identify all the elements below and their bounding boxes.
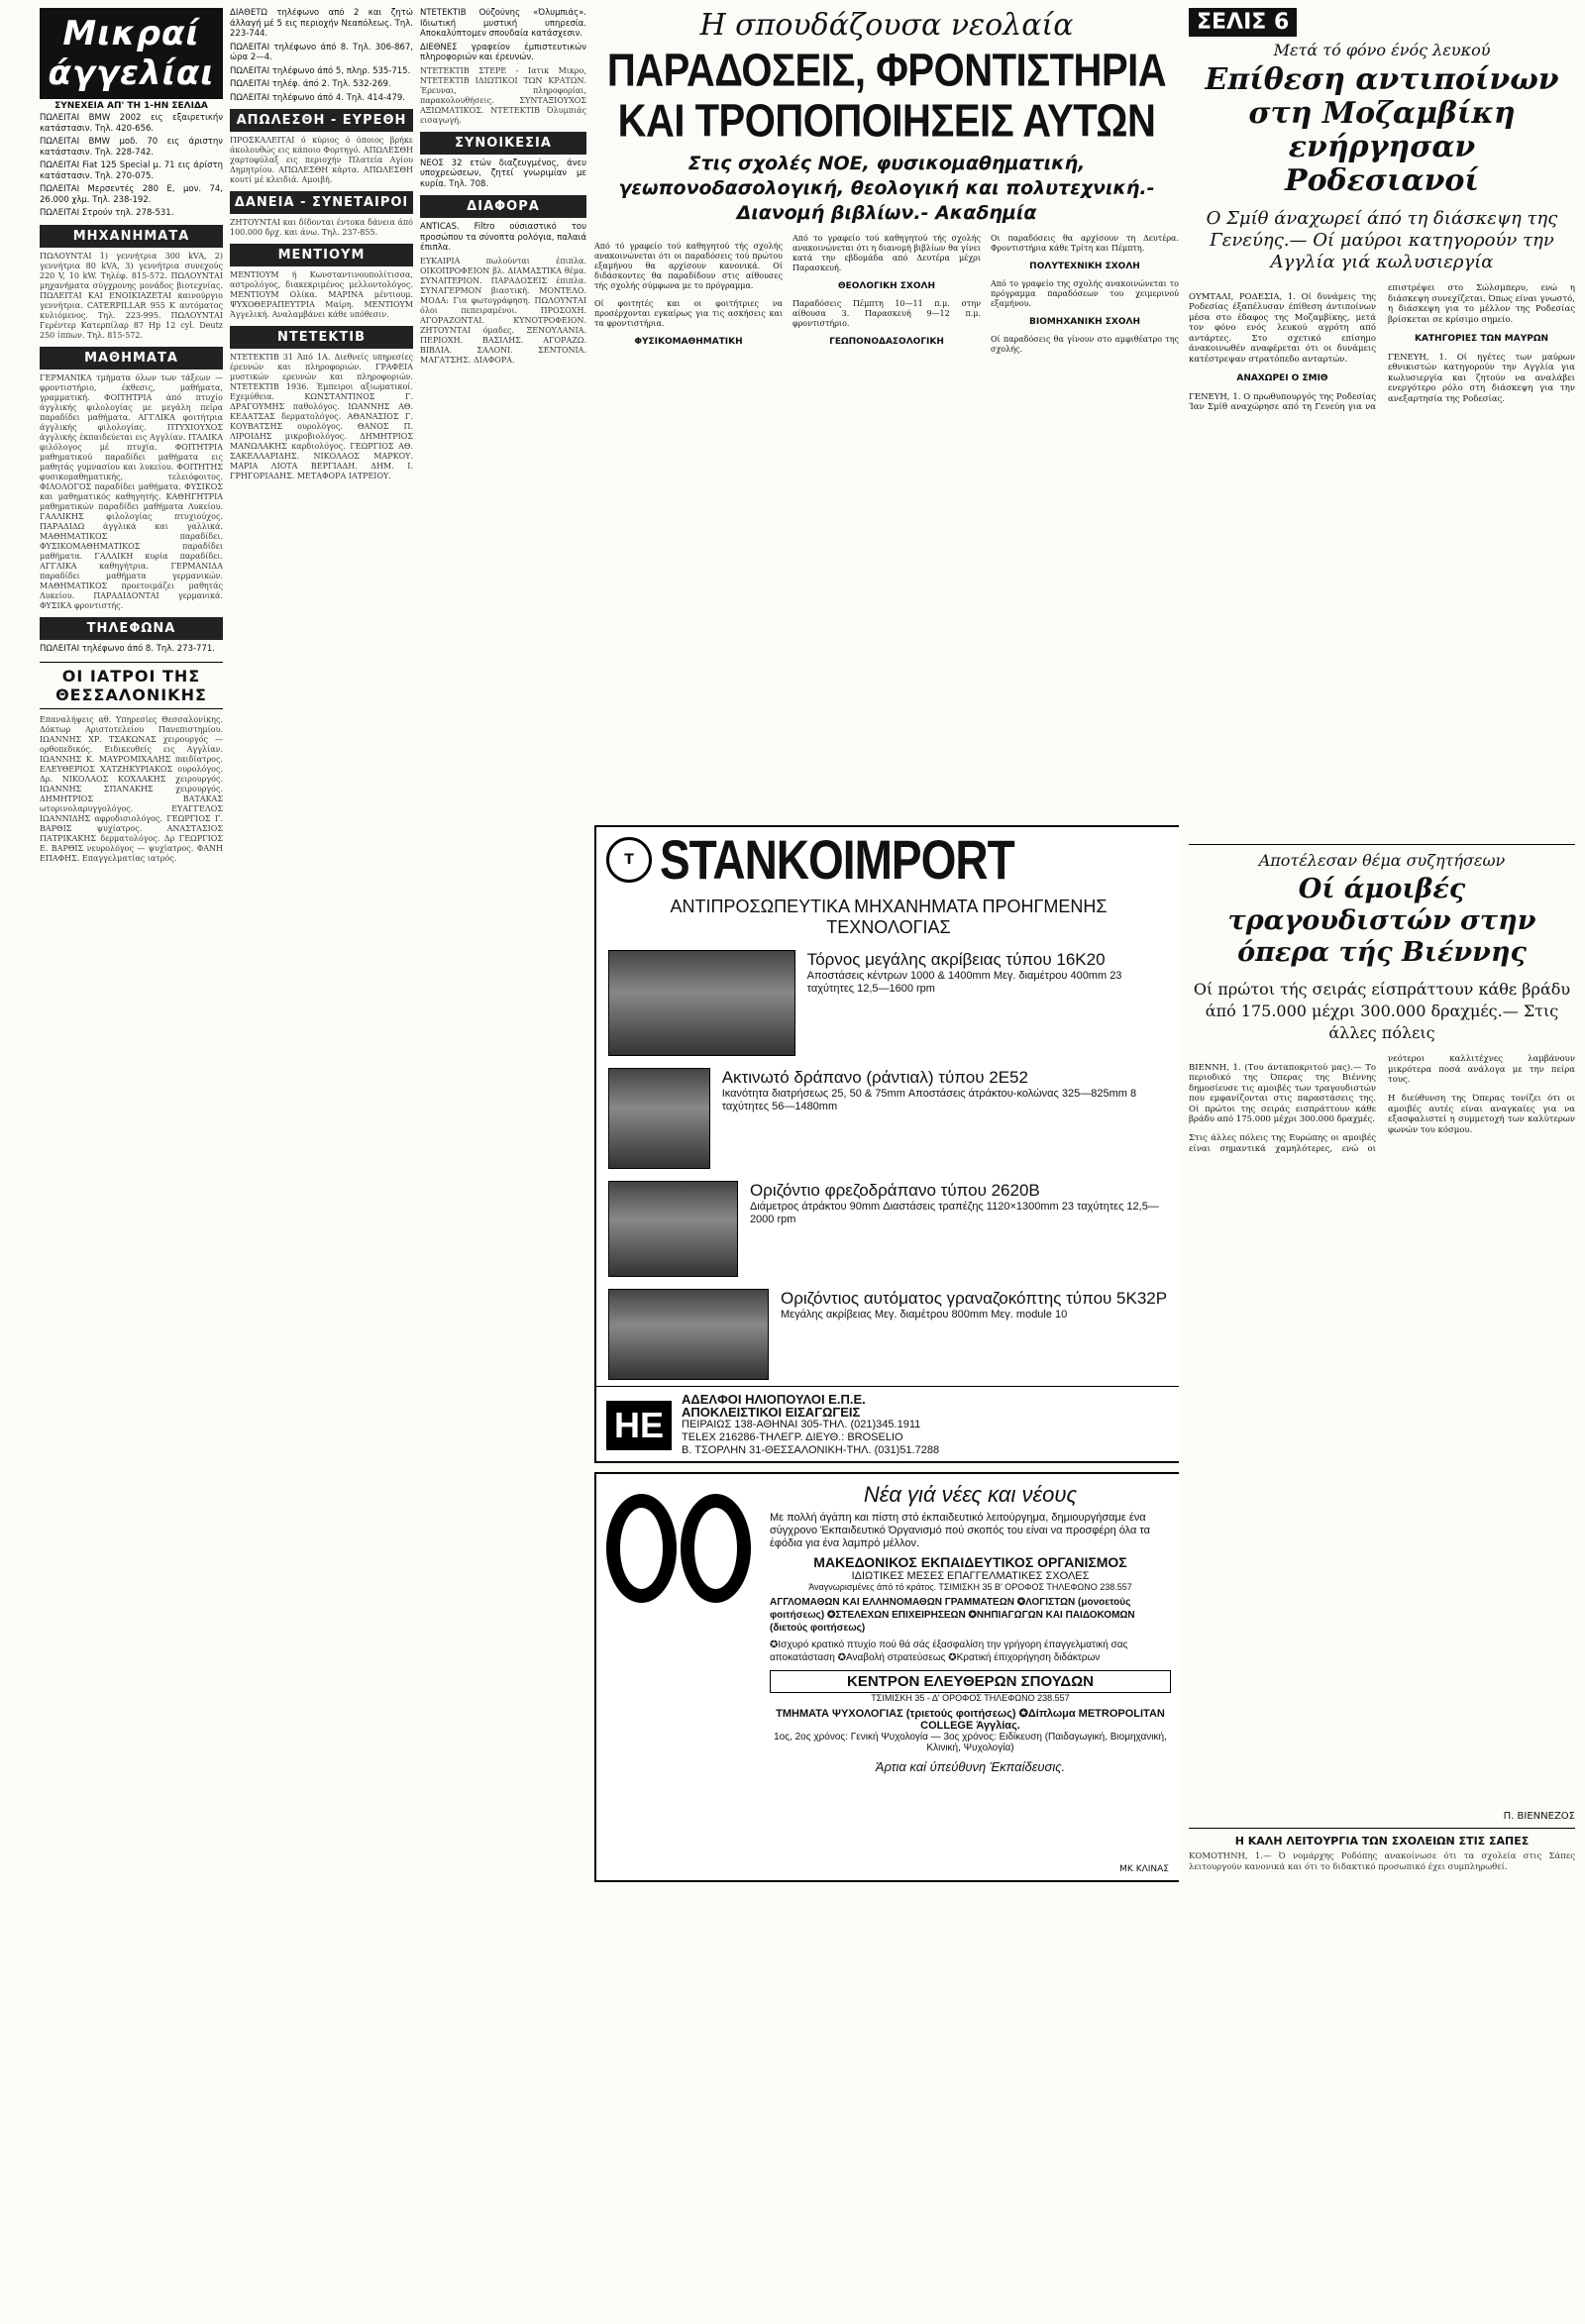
- section-header: ΜΗΧΑΝΗΜΑΤΑ: [40, 225, 223, 248]
- section-header: ΜΑΘΗΜΑΤΑ: [40, 347, 223, 370]
- school-ad-intro: Με πολλή άγάπη και πίστη στό έκπαιδευτικό λειτούργημα, δημιουργήσαμε ένα σύγχρονο Έκπαιδευτικό Όργανισμό πού σκοπός του είναι να προσφέρη όλα τα έφόδια για ένα λαμπρό μέλλον.: [770, 1512, 1150, 1549]
- classified-text-block: ΝΤΕΤΕΚΤΙΒ 31 Άπό 1Α. Διεθνείς υπηρεσίες έρευνών και πληροφοριών. ΓΡΑΦΕΙΑ μυστικών ερευνών και πληροφοριών. ΝΤΕΤΕΚΤΙΒ 1936. Έμπειροι αξιωματικοί. Εχεμύθεια. ΚΩΝΣΤΑΝΤΙΝΟΣ Γ. ΔΡΑΓΟΥΜΗΣ παθολόγος. ΙΩΑΝΝΗΣ ΑΘ. ΚΕΔΑΤΣΑΣ δερματολόγος. ΑΘΑΝΑΣΙΟΣ Γ. ΚΟΥΒΑΤΣΗΣ ουρολόγος. ΘΑΝΟΣ Π. ΛΙΡΟΙΔΗΣ μικροβιολόγος. ΔΗΜΗΤΡΙΟΣ ΜΑΝΩΛΑΚΗΣ καρδιολόγος. ΓΕΩΡΓΙΟΣ ΑΘ. ΣΑΚΕΛΛΑΡΙΔΗΣ. ΝΙΚΟΛΑΟΣ ΜΑΡΚΟΥ. ΜΑΡΙΑ ΛΙΟΤΑ ΒΕΡΓΙΑΔΗ. ΔΗΜ. Ι. ΓΡΗΓΟΡΙΑΔΗΣ. ΜΕΤΑΦΟΡΑ ΙΑΤΡΕΙΟΥ.: [230, 353, 413, 480]
- machine-name: Ακτινωτό δράπανο (ράντιαλ) τύπου 2E52: [721, 1068, 1028, 1087]
- article-body: ΒΙΕΝΝΗ, 1. (Του άνταποκριτού μας).— Το περιοδικό της Όπερας της Βιέννης δημοσίευσε τις αμοιβές των τραγουδιστών που εμφανίζονται στις παραστάσεις της. Οί πρώτοι της σειράς εισπράττουν κάθε βράδυ από 175.000 μέχρι 300.000 δραχμές. Στις άλλες πόλεις της Ευρώπης οι αμοιβές είναι σημαντικά χαμηλότερες, ενώ οι νεότεροι καλλιτέχνες λαμβάνουν μικρότερα ποσά ανάλογα με την πείρα τους. Η διεύθυνση της Όπερας τονίζει ότι οι αμοιβές αυτές είναι αναγκαίες για να εξασφαλιστεί η συμμετοχή των καλύτερων φωνών του κόσμου.: [1189, 1054, 1575, 1154]
- classified-ad: ΝΤΕΤΕΚΤΙΒ Ούζούνης «Όλυμπιάς». Ιδιωτική μυστική υπηρεσία. Αποκαλύπτομεν σπουδαία κατάσχεσιν.: [420, 8, 586, 39]
- article-kicker: Η σπουδάζουσα νεολαία: [699, 8, 1074, 43]
- article-body: ΟΥΜΤΑΛΙ, ΡΟΔΕΣΙΑ, 1. Οί δυνάμεις της Ροδεσίας έξαπέλυσαν έπίθεση άντιποίνων μέσα στο έδαφος της Μοζαμβίκης, μετά τον φόνο ενός λευκού αγρότη από αντάρτες. Στο σχετικό επίσημο άνακοινωθέν αναφέρεται ότι οι δυνάμεις κατέστρεψαν στρατόπεδο ανταρτών. ΑΝΑΧΩΡΕΙ Ο ΣΜΙΘ ΓΕΝΕΥΗ, 1. Ο πρωθυπουργός της Ροδεσίας Ίαν Σμίθ αναχώρησε από τη Γενεύη για να επιστρέψει στο Σώλσμπερυ, ενώ η διάσκεψη συνεχίζεται. Όπως είναι γνωστό, η διάσκεψη για το μέλλον της Ροδεσίας βρίσκεται σε κρίσιμο σημείο. ΚΑΤΗΓΟΡΙΕΣ ΤΩΝ ΜΑΥΡΩΝ ΓΕΝΕΥΗ, 1. Οί ηγέτες των μαύρων εθνικιστών κατηγορούν την Αγγλία για κωλυσιεργία και ζητούν να αναλάβει ενεργότερο ρόλο στη διάσκεψη για την ανεξαρτησία της Ροδεσίας.: [1189, 283, 1575, 412]
- article-kicker: Μετά τό φόνο ένός λευκού: [1273, 41, 1491, 59]
- stankoimport-logo: [596, 827, 1179, 893]
- ad-credit: ΜΚ ΚΛΙΝΑΣ: [1119, 1864, 1169, 1874]
- section-header: ΣΥΝΟΙΚΕΣΙΑ: [420, 132, 586, 155]
- machine-item: [596, 1062, 1179, 1175]
- classifieds-masthead: Μικραί άγγελίαι: [40, 8, 223, 99]
- doctors-listing: Επαναλήψεις αθ. Υπηρεσίες Θεσσαλονίκης. Δόκτωρ Αριστοτελείου Πανεπιστημίου. ΙΩΑΝΝΗΣ ΧΡ. ΤΣΑΚΩΝΑΣ χειρουργός — ορθοπεδικός. Ειδικευθείς εις Αγγλίαν. ΙΩΑΝΝΗΣ Κ. ΜΑΥΡΟΜΙΧΑΛΗΣ παιδίατρος. ΕΛΕΥΘΕΡΙΟΣ ΧΑΤΖΗΚΥΡΙΑΚΟΣ ουρολόγος. Δρ. ΝΙΚΟΛΑΟΣ ΚΟΧΛΑΚΗΣ χειρουργός. ΙΩΑΝΝΗΣ ΣΠΑΝΑΚΗΣ χειρουργός. ΔΗΜΗΤΡΙΟΣ ΒΑΤΑΚΑΣ ωτορινολαρυγγολόγος. ΕΥΑΓΓΕΛΟΣ ΙΩΑΝΝΙΔΗΣ αφροδισιολόγος. ΓΕΩΡΓΙΟΣ Γ. ΒΑΡΘΙΣ ψυχίατρος. ΑΝΑΣΤΑΣΙΟΣ ΠΑΤΡΙΚΑΚΗΣ δερματολόγος. Δρ ΓΕΩΡΓΙΟΣ Ε. ΒΑΡΘΙΣ νευρολόγος — ψυχίατρος. ΦΑΝΗ ΕΠΑΦΗΣ. Επαγγελματίας ιατρός.: [40, 715, 223, 863]
- classified-text-block: ΝΤΕΤΕΚΤΙΒ ΣΤΕΡΕ - Ιατικ Μικρο, ΝΤΕΤΕΚΤΙΒ ΙΔΙΩΤΙΚΟΙ ΤΩΝ ΚΡΑΤΩΝ. Έρευναι, πληροφορίαι, παρακολουθήσεις. ΣΥΝΤΑΞΙΟΥΧΟΣ ΑΞΙΩΜΑΤΙΚΟΣ. ΝΤΕΤΕΚΤΙΒ Όλυμπιάς εισαγωγή.: [420, 65, 586, 125]
- article-headline: Οί άμοιβές τραγουδιστών στην όπερα τής Βιέννης: [1227, 874, 1536, 968]
- school-ad-center-address: ΤΣΙΜΙΣΚΗ 35 - Δ' ΟΡΟΦΟΣ ΤΗΛΕΦΩΝΟ 238.557: [871, 1693, 1070, 1703]
- right-news-column: [1189, 8, 1575, 2316]
- gear-hobbing-image: [608, 1289, 769, 1380]
- lathe-image: [608, 950, 795, 1056]
- article-body: ΚΟΜΟΤΗΝΗ, 1.— Ό νομάρχης Ροδόπης ανακοίνωσε ότι τα σχολεία στις Σάπες λειτουργούν κανονικά και ότι το διδακτικό προσωπικό έχει συμπληρωθεί.: [1189, 1851, 1575, 1872]
- importer-line: ΑΠΟΚΛΕΙΣΤΙΚΟΙ ΕΙΣΑΓΩΓΕΙΣ: [682, 1405, 861, 1420]
- stankoimport-brand: STANKOIMPORT: [660, 828, 1014, 892]
- section-header: ΝΤΕΤΕΚΤΙΒ: [230, 326, 413, 349]
- section-header: ΠΟΛΥΤΕΧΝΙΚΗ ΣΧΟΛΗ: [1029, 262, 1140, 271]
- classified-ad: ΠΩΛΕΙΤΑΙ τηλέφωνο άπό 8. Τηλ. 306-867, ώρα 2—4.: [230, 42, 413, 62]
- classified-ad: ΠΩΛΕΙΤΑΙ Μερσεντές 280 Ε, μον. 74, 26.000 χλμ. Τηλ. 238-192.: [40, 184, 223, 205]
- section-header: ΑΠΩΛΕΣΘΗ - ΕΥΡΕΘΗ: [230, 109, 413, 132]
- box-header: ΚΑΤΗΓΟΡΙΕΣ ΤΩΝ ΜΑΥΡΩΝ: [1414, 333, 1549, 344]
- classified-ad: ΠΩΛΕΙΤΑΙ Fiat 125 Special μ. 71 εις άρίστη κατάστασιν. Τηλ. 270-075.: [40, 160, 223, 181]
- classified-text-block: ΕΥΚΑΙΡΙΑ πωλούνται έπιπλα. ΟΙΚΟΠΡΟΦΕΙΟΝ βλ. ΔΙΑΜΑΣΤΙΚΑ θέμα. ΣΥΝΑΙΤΕΡΙΟΝ. ΠΑΡΑΔΟΣΕΙΣ έπιπλα. ΣΥΝΑΓΕΡΜΟΝ βιαστική. ΜΟΝΤΕΛΟ. ΜΟΔΑ: Για φωτογράφηση. ΠΩΛΟΥΝΤΑΙ όλοι πεπειραμένοι. ΠΡΟΣΟΧΗ. ΑΓΟΡΑΖΟΝΤΑΙ. ΚΥΝΟΤΡΟΦΕΙΟΝ. ΖΗΤΟΥΝΤΑΙ όμαδες. ΞΕΝΟΥΛΑΝΙΑ. ΠΕΡΙΟΧΗ. ΒΑΣΙΛΗΣ. ΑΓΟΡΑΖΩ. ΒΙΒΛΙΑ. ΣΑΛΟΝΙ. ΣΕΝΤΟΝΙΑ. ΜΑΓΑΤΣΗΣ. ΔΙΑΦΟΡΑ.: [420, 256, 586, 365]
- machine-name: Οριζόντιο φρεζοδράπανο τύπου 2620B: [749, 1181, 1040, 1200]
- main-article-area: [594, 8, 1179, 2316]
- school-ad-psychology: ΤΜΗΜΑΤΑ ΨΥΧΟΛΟΓΙΑΣ (τριετούς φοιτήσεως) ✪Δίπλωμα METROPOLITAN COLLEGE Άγγλίας.: [776, 1708, 1165, 1732]
- article-subhead: Οί πρώτοι τής σειράς είσπράττουν κάθε βράδυ άπό 175.000 μέχρι 300.000 δραχμές.— Στις άλλες πόλεις: [1193, 980, 1571, 1042]
- article-byline: Π. ΒΙΕΝΝΕΖΟΣ: [1503, 1811, 1575, 1822]
- machine-spec: Μεγάλης ακρίβειας Μεγ. διαμέτρου 800mm Μεγ. module 10: [781, 1309, 1068, 1320]
- school-ad-center: ΚΕΝΤΡΟΝ ΕΛΕΥΘΕΡΩΝ ΣΠΟΥΔΩΝ: [770, 1670, 1171, 1693]
- importer-line: TELEX 216286-ΤΗΛΕΓΡ. ΔΙΕΥΘ.: BROSELIO: [682, 1431, 903, 1443]
- article-headline: Επίθεση αντιποίνων στη Μοζαμβίκη ενήργησαν Ροδεσιανοί: [1205, 62, 1559, 198]
- school-logo-icon: [606, 1494, 755, 1642]
- classified-text-block: ΜΕΝΤΙΟΥΜ ή Κωνσταντινουπολίτισσα, αστρολόγος, διακεκριμένος μελλοντολόγος. ΜΕΝΤΙΟΥΜ Ολίκα. ΜΑΡΙΝΑ μέντιουμ. ΨΥΧΟΘΕΡΑΠΕΥΤΡΙΑ Μαίρη. ΜΕΝΤΙΟΥΜ Άγγελική. Αναλαμβάνει κάθε υπόθεσιν.: [230, 270, 413, 319]
- divider: [1189, 844, 1575, 845]
- stankoimport-advertisement: [594, 825, 1179, 1463]
- classifieds-column-2: [230, 8, 413, 2316]
- article-body: Από τό γραφείο τού καθηγητού τής σχολής ανακοινώνεται ότι οι παραδόσεις τού πρώτου εξαμήνου θα αρχίσουν κανονικά. Οί διδάσκοντες θα παραδίδουν στις αίθουσες τής σχολής σύμφωνα με το πρόγραμμα. Οί φοιτητές και οι φοιτήτριες να προσέρχονται εγκαίρως για τις ασκήσεις και τα φροντιστήρια. ΦΥΣΙΚΟΜΑΘΗΜΑΤΙΚΗ Από το γραφείο τού καθηγητού τής σχολής ανακοινώνεται ότι η διανομή βιβλίων θα γίνει κατά την εβδομάδα από Δευτέρα μέχρι Παρασκευή. ΘΕΟΛΟΓΙΚΗ ΣΧΟΛΗ Παραδόσεις Πέμπτη 10—11 π.μ. στην αίθουσα 3. Παρασκευή 9—12 π.μ. φροντιστήριο. ΓΕΩΠΟΝΟΔΑΣΟΛΟΓΙΚΗ Οι παραδόσεις θα αρχίσουν τη Δευτέρα. Φροντιστήρια κάθε Τρίτη και Πέμπτη. ΠΟΛΥΤΕΧΝΙΚΗ ΣΧΟΛΗ Από το γραφείο της σχολής ανακοινώνεται το πρόγραμμα παραδόσεων του χειμερινού εξαμήνου. ΒΙΟΜΗΧΑΝΙΚΗ ΣΧΟΛΗ Οί παραδόσεις θα γίνουν στο αμφιθέατρο της σχολής.: [594, 234, 1179, 354]
- machine-spec: Διάμετρος άτράκτου 90mm Διαστάσεις τραπέζης 1120×1300mm 23 ταχύτητες 12,5—2000 rpm: [749, 1201, 1159, 1225]
- classified-ad: ΔΙΑΘΕΤΩ τηλέφωνο από 2 και ζητώ άλλαγή μέ 5 εις περιοχήν Νεαπόλεως. Τηλ. 223-744.: [230, 8, 413, 39]
- article-kicker: Αποτέλεσαν θέμα συζητήσεων: [1258, 851, 1506, 870]
- classified-text-block: ΠΡΟΣΚΑΛΕΙΤΑΙ ό κύριος ό όποιος βρήκε άκολουθώς εις κάποιο Φορτηγό. ΑΠΩΛΕΣΘΗ χαρτοφύλαξ εις περιοχήν Πλατεία Αγίου Δημητρίου. ΑΠΩΛΕΣΘΗ κάρτα. ΑΠΩΛΕΣΘΗ κουτί μέ κλειδιά. Αμοιβή.: [230, 136, 413, 184]
- school-ad-recognized: Άναγνωρισμένες άπό τό κράτος. ΤΣΙΜΙΣΚΗ 35 Β' ΟΡΟΦΟΣ ΤΗΛΕΦΩΝΟ 238.557: [808, 1582, 1132, 1592]
- school-ad-courses: ΑΓΓΛΟΜΑΘΩΝ ΚΑΙ ΕΛΛΗΝΟΜΑΘΩΝ ΓΡΑΜΜΑΤΕΩΝ ✪ΛΟΓΙΣΤΩΝ (μονοετούς φοιτήσεως) ✪ΣΤΕΛΕΧΩΝ ΕΠΙΧΕΙΡΗΣΕΩΝ ✪ΝΗΠΙΑΓΩΓΩΝ ΚΑΙ ΠΑΙΔΟΚΟΜΩΝ (διετούς φοιτήσεως): [770, 1597, 1135, 1634]
- school-ad-years: 1ος, 2ος χρόνος: Γενική Ψυχολογία — 3ος χρόνος: Ειδίκευση (Παιδαγωγική, Βιομηχανική, Κλινική, Ψυχολογία): [774, 1732, 1167, 1753]
- article-headline: Η ΚΑΛΗ ΛΕΙΤΟΥΡΓΙΑ ΤΩΝ ΣΧΟΛΕΙΩΝ ΣΤΙΣ ΣΑΠΕΣ: [1234, 1835, 1530, 1848]
- school-ad-bullets: ✪Ισχυρό κρατικό πτυχίο πού θά σάς έξασφαλίση την γρήγορη έπαγγελματική σας αποκατάσταση ✪Αναβολή στρατεύσεως ✪Κρατική έπιχορήγηση διδάκτρων: [770, 1639, 1128, 1663]
- importer-line: ΠΕΙΡΑΙΩΣ 138-ΑΘΗΝΑΙ 305-ΤΗΛ. (021)345.1911: [682, 1419, 921, 1430]
- stankoimport-tagline: ΑΝΤΙΠΡΟΣΩΠΕΥΤΙΚΑ ΜΗΧΑΝΗΜΑΤΑ ΠΡΟΗΓΜΕΝΗΣ ΤΕΧΝΟΛΟΓΙΑΣ: [670, 897, 1108, 937]
- machine-item: [596, 1175, 1179, 1283]
- machine-name: Οριζόντιος αυτόματος γραναζοκόπτης τύπου 5K32P: [781, 1289, 1168, 1308]
- machine-spec: Ικανότητα διατρήσεως 25, 50 & 75mm Αποστάσεις άτράκτου-κολώνας 325—825mm 8 ταχύτητες 56—1480mm: [721, 1088, 1137, 1112]
- divider: [1189, 1828, 1575, 1829]
- machine-spec: Αποστάσεις κέντρων 1000 & 1400mm Μεγ. διαμέτρου 400mm 23 ταχύτητες 12,5—1600 rpm: [806, 970, 1122, 995]
- classified-text-block: ΓΕΡΜΑΝΙΚΑ τμήματα όλων των τάξεων — φροντιστήριο, έκθεσις, μαθήματα, γραμματική. ΦΟΙΤΗΤΡΙΑ άπό πτυχίο άγγλικής φιλολογίας με μεγάλη πείρα παραδίδει μαθήματα. ΑΓΓΛΙΚΑ φοιτήτρια άγγλικής φιλολογίας. ΠΤΥΧΙΟΥΧΟΣ άγγλικής έκπαιδεύεται εις Αγγλίαν. ΙΤΑΛΙΚΑ φιλόλογος μέ πτυχία. ΦΟΙΤΗΤΡΙΑ μαθηματικού παραδίδει μαθήματα εις μαθητάς γυμνασίου και λυκείου. ΦΟΙΤΗΤΗΣ φυσικομαθηματικής, τελειόφοιτος. ΦΙΛΟΛΟΓΟΣ παραδίδει μαθήματα. ΦΥΣΙΚΟΣ και μαθηματικός καθηγητής. ΚΑΘΗΓΗΤΡΙΑ μαθηματικών παραδίδει μαθήματα Λυκείου. ΓΑΛΛΙΚΗΣ φιλολογίας πτυχιούχος. ΠΑΡΑΔΙΔΩ άγγλικά και γαλλικά. ΜΑΘΗΜΑΤΙΚΟΣ παραδίδει. ΦΥΣΙΚΟΜΑΘΗΜΑΤΙΚΟΣ παραδίδει μαθήματα. ΓΑΛΛΙΚΗ κυρία παραδίδει. ΑΓΓΛΙΚΑ καθηγήτρια. ΓΕΡΜΑΝΙΔΑ παραδίδει μαθήματα γερμανικών. ΜΑΘΗΜΑΤΙΚΟΣ προετοιμάζει μαθητάς Λυκείου. ΠΑΡΑΔΙΔΟΝΤΑΙ γερμανικά. ΦΥΣΙΚΑ φροντιστής.: [40, 372, 223, 610]
- box-header: ΑΝΑΧΩΡΕΙ Ο ΣΜΙΘ: [1236, 372, 1328, 383]
- section-header: ΓΕΩΠΟΝΟΔΑΣΟΛΟΓΙΚΗ: [829, 337, 944, 347]
- article-subhead: Ο Σμίθ άναχωρεί άπό τη διάσκεψη της Γενεύης.— Οί μαύροι κατηγορούν την Αγγλία γιά κωλυσιεργία: [1206, 208, 1558, 272]
- classified-text-block: ΖΗΤΟΥΝΤΑΙ και δίδονται έντοκα δάνεια άπό 100.000 δρχ. και άνω. Τηλ. 237-855.: [230, 218, 413, 237]
- importer-line: Β. ΤΣΟΡΛΗΝ 31-ΘΕΣΣΑΛΟΝΙΚΗ-ΤΗΛ. (031)51.7288: [682, 1444, 940, 1456]
- classified-ad: ΔΙΕΘΝΕΣ γραφείον έμπιστευτικών πληροφοριών και έρευνών.: [420, 42, 586, 62]
- classified-ad: ΠΩΛΕΙΤΑΙ BMW 2002 εις εξαιρετικήν κατάστασιν. Τηλ. 420-656.: [40, 113, 223, 134]
- doctors-section-title: ΟΙ ΙΑΤΡΟΙ ΤΗΣ ΘΕΣΣΑΛΟΝΙΚΗΣ: [40, 662, 223, 709]
- classified-ad: ΠΩΛΕΙΤΑΙ BMW μοδ. 70 εις άριστην κατάστασιν. Τηλ. 228-742.: [40, 137, 223, 158]
- machine-item: [596, 1283, 1179, 1386]
- machine-item: [596, 944, 1179, 1062]
- classified-ad: ΠΩΛΕΙΤΑΙ τηλέφ. άπό 2. Τηλ. 532-269.: [230, 79, 391, 89]
- classified-ad: ANTICAS. Filtro ούσιαστικό του προσώπου τα σύνοπτα ρολόγια, παλαιά έπιπλα.: [420, 222, 586, 253]
- article-subhead: Στις σχολές ΝΟΕ, φυσικομαθηματική, γεωπονοδασολογική, θεολογική και πολυτεχνική.- Διανομή βιβλίων.- Ακαδημία: [618, 153, 1155, 224]
- school-ad-org-sub: ΙΔΙΩΤΙΚΕΣ ΜΕΣΕΣ ΕΠΑΓΓΕΛΜΑΤΙΚΕΣ ΣΧΟΛΕΣ: [851, 1570, 1090, 1582]
- section-header: ΔΑΝΕΙΑ - ΣΥΝΕΤΑΙΡΟΙ: [230, 191, 413, 214]
- classified-ad: ΝΕΟΣ 32 ετών διαζευγμένος, άνευ υποχρεώσεων, ζητεί γνωριμίαν με κυρία. Τηλ. 708.: [420, 158, 586, 189]
- classifieds-column-3: [420, 8, 586, 2316]
- classified-text-block: ΠΩΛΟΥΝΤΑΙ 1) γεννήτρια 300 kVA, 2) γεννήτρια 80 kVA, 3) γεννήτρια συνεχούς 220 V, 10 kW. Τηλέφ. 815-572. ΠΩΛΟΥΝΤΑΙ μηχανήματα σύγχρονης μονάδος βιοτεχνίας. ΠΩΛΕΙΤΑΙ ΚΑΙ ΕΝΟΙΚΙΑΖΕΤΑΙ καινούργιο γεννήτρια. CATERPILLAR 955 Κ αυτόματος κυλιόμενος. Τηλ. 223-995. ΠΩΛΟΥΝΤΑΙ Γερέντερ Κατερπίλαρ 87 Hp 12 cyl. Deutz 250 ίππων. Τηλ. 815-572.: [40, 251, 223, 340]
- section-header: ΦΥΣΙΚΟΜΑΘΗΜΑΤΙΚΗ: [634, 337, 743, 347]
- section-header: ΜΕΝΤΙΟΥΜ: [230, 244, 413, 266]
- section-header: ΔΙΑΦΟΡΑ: [420, 195, 586, 218]
- importer-block: [596, 1386, 1179, 1463]
- school-advertisement: [594, 1472, 1179, 1882]
- school-ad-footer: Άρτια καί ύπεύθυνη Έκπαίδευσις.: [875, 1759, 1066, 1774]
- classified-ad: ΠΩΛΕΙΤΑΙ τηλέφωνο άπό 8. Τηλ. 273-771.: [40, 643, 215, 654]
- he-logo: ΗΕ: [606, 1401, 672, 1450]
- classifieds-column-1: [40, 8, 223, 2316]
- classified-ad: ΠΩΛΕΙΤΑΙ τηλέφωνο άπό 5, πληρ. 535-715.: [230, 65, 411, 76]
- machine-name: Τόρνος μεγάλης ακρίβειας τύπου 16K20: [806, 950, 1106, 969]
- school-ad-org: ΜΑΚΕΔΟΝΙΚΟΣ ΕΚΠΑΙΔΕΥΤΙΚΟΣ ΟΡΓΑΝΙΣΜΟΣ: [813, 1554, 1127, 1570]
- radial-drill-image: [608, 1068, 710, 1169]
- section-header: ΤΗΛΕΦΩΝΑ: [40, 617, 223, 640]
- continued-label: ΣΥΝΕΧΕΙΑ ΑΠ' ΤΗ 1-ΗΝ ΣΕΛΙΔΑ: [54, 101, 208, 111]
- section-header: ΒΙΟΜΗΧΑΝΙΚΗ ΣΧΟΛΗ: [1028, 317, 1140, 327]
- page-section-brand: ΣΕΛΙΣ 6: [1189, 8, 1297, 37]
- stankoimport-mark-icon: T: [606, 837, 652, 883]
- classified-ad: ΠΩΛΕΙΤΑΙ τηλέφωνο άπό 4. Τηλ. 414-479.: [230, 92, 405, 103]
- school-ad-title: Νέα γιά νέες και νέους: [863, 1482, 1078, 1507]
- section-header: ΘΕΟΛΟΓΙΚΗ ΣΧΟΛΗ: [837, 281, 936, 291]
- importer-line: ΑΔΕΛΦΟΙ ΗΛΙΟΠΟΥΛΟΙ Ε.Π.Ε.: [682, 1392, 866, 1407]
- milling-machine-image: [608, 1181, 738, 1277]
- article-headline: ΠΑΡΑΔΟΣΕΙΣ, ΦΡΟΝΤΙΣΤΗΡΙΑ ΚΑΙ ΤΡΟΠΟΠΟΙΗΣΕΙΣ ΑΥΤΩΝ: [606, 46, 1167, 147]
- classified-ad: ΠΩΛΕΙΤΑΙ Στρούν τηλ. 278-531.: [40, 208, 174, 218]
